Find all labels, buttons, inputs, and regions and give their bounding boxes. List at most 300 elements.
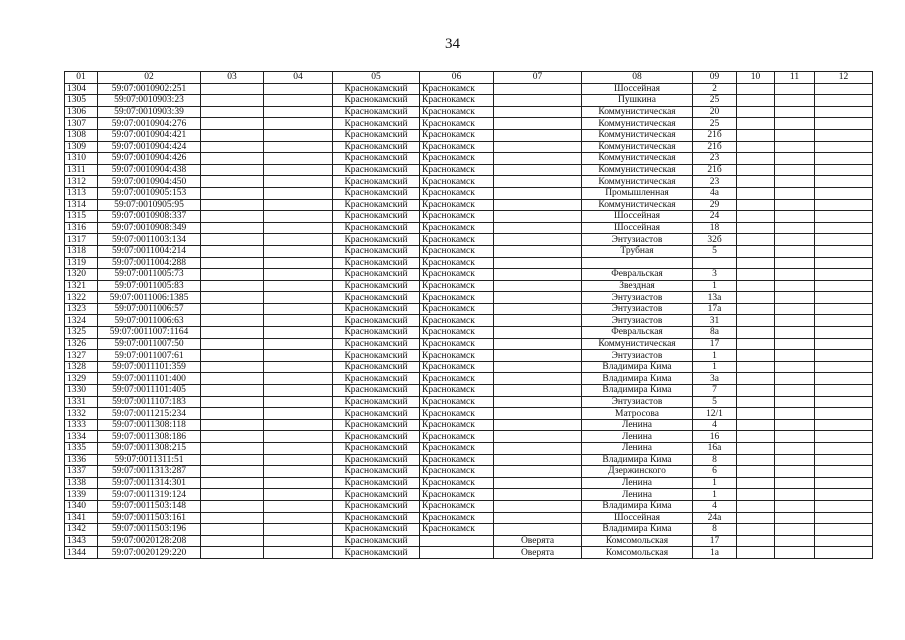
col-10-cell (737, 373, 775, 385)
street-cell: Шоссейная (582, 222, 693, 234)
cadastral-number-cell: 59:07:0011004:288 (98, 257, 201, 269)
col-04-cell (264, 466, 333, 478)
house-number-cell: 5 (693, 245, 737, 257)
col-12-cell (815, 327, 873, 339)
col-10-cell (737, 129, 775, 141)
cadastral-number-cell: 59:07:0010904:450 (98, 176, 201, 188)
col-10-cell (737, 106, 775, 118)
street-cell: Владимира Кима (582, 500, 693, 512)
table-row (65, 408, 873, 420)
col-03-cell (201, 500, 264, 512)
col-11-cell (775, 95, 815, 107)
col-04-cell (264, 385, 333, 397)
col-12-cell (815, 303, 873, 315)
village-cell (494, 524, 582, 536)
house-number-cell: 12/1 (693, 408, 737, 420)
district-cell: Краснокамский (333, 280, 420, 292)
col-10-cell (737, 443, 775, 455)
table-row (65, 141, 873, 153)
table-row (65, 350, 873, 362)
col-10-cell (737, 95, 775, 107)
city-cell: Краснокамск (420, 361, 494, 373)
col-11-cell (775, 83, 815, 95)
district-cell: Краснокамский (333, 443, 420, 455)
col-12-cell (815, 361, 873, 373)
street-cell: Энтузиастов (582, 396, 693, 408)
col-10-cell (737, 361, 775, 373)
district-cell: Краснокамский (333, 176, 420, 188)
registry-table (64, 71, 873, 559)
col-12-cell (815, 129, 873, 141)
col-11-cell (775, 547, 815, 559)
col-12-cell (815, 234, 873, 246)
col-03-cell (201, 535, 264, 547)
col-10-cell (737, 199, 775, 211)
col-04-cell (264, 234, 333, 246)
col-04-cell (264, 327, 333, 339)
street-cell: Трубная (582, 245, 693, 257)
column-header: 09 (693, 72, 737, 84)
row-number-cell: 1313 (65, 187, 98, 199)
col-04-cell (264, 176, 333, 188)
city-cell: Краснокамск (420, 211, 494, 223)
row-number-cell: 1343 (65, 535, 98, 547)
cadastral-number-cell: 59:07:0011006:1385 (98, 292, 201, 304)
house-number-cell (693, 257, 737, 269)
cadastral-number-cell: 59:07:0011107:183 (98, 396, 201, 408)
col-03-cell (201, 257, 264, 269)
table-row (65, 303, 873, 315)
column-header: 07 (494, 72, 582, 84)
col-12-cell (815, 164, 873, 176)
col-12-cell (815, 199, 873, 211)
table-row (65, 500, 873, 512)
col-04-cell (264, 547, 333, 559)
village-cell (494, 303, 582, 315)
col-10-cell (737, 489, 775, 501)
column-header: 03 (201, 72, 264, 84)
col-11-cell (775, 385, 815, 397)
table-row (65, 245, 873, 257)
street-cell: Коммунистическая (582, 129, 693, 141)
city-cell: Краснокамск (420, 385, 494, 397)
col-03-cell (201, 431, 264, 443)
col-12-cell (815, 211, 873, 223)
village-cell (494, 153, 582, 165)
col-12-cell (815, 315, 873, 327)
table-row (65, 292, 873, 304)
house-number-cell: 23 (693, 153, 737, 165)
cadastral-number-cell: 59:07:0011311:51 (98, 454, 201, 466)
col-10-cell (737, 257, 775, 269)
city-cell: Краснокамск (420, 524, 494, 536)
col-12-cell (815, 547, 873, 559)
col-10-cell (737, 408, 775, 420)
district-cell: Краснокамский (333, 408, 420, 420)
house-number-cell: 6 (693, 466, 737, 478)
col-12-cell (815, 385, 873, 397)
city-cell: Краснокамск (420, 292, 494, 304)
col-12-cell (815, 454, 873, 466)
house-number-cell: 2 (693, 83, 737, 95)
row-number-cell: 1319 (65, 257, 98, 269)
row-number-cell: 1312 (65, 176, 98, 188)
village-cell (494, 257, 582, 269)
col-11-cell (775, 245, 815, 257)
house-number-cell: 32б (693, 234, 737, 246)
col-03-cell (201, 95, 264, 107)
district-cell: Краснокамский (333, 338, 420, 350)
col-11-cell (775, 141, 815, 153)
column-header: 12 (815, 72, 873, 84)
col-12-cell (815, 222, 873, 234)
cadastral-number-cell: 59:07:0011308:186 (98, 431, 201, 443)
district-cell: Краснокамский (333, 466, 420, 478)
city-cell: Краснокамск (420, 454, 494, 466)
col-04-cell (264, 164, 333, 176)
street-cell: Шоссейная (582, 512, 693, 524)
house-number-cell: 16 (693, 431, 737, 443)
district-cell: Краснокамский (333, 373, 420, 385)
col-04-cell (264, 454, 333, 466)
street-cell: Комсомольская (582, 547, 693, 559)
row-number-cell: 1323 (65, 303, 98, 315)
cadastral-number-cell: 59:07:0010904:426 (98, 153, 201, 165)
house-number-cell: 4а (693, 187, 737, 199)
cadastral-number-cell: 59:07:0010902:251 (98, 83, 201, 95)
house-number-cell: 1 (693, 350, 737, 362)
col-03-cell (201, 211, 264, 223)
city-cell: Краснокамск (420, 176, 494, 188)
col-04-cell (264, 419, 333, 431)
col-10-cell (737, 466, 775, 478)
table-row (65, 512, 873, 524)
street-cell: Коммунистическая (582, 118, 693, 130)
row-number-cell: 1331 (65, 396, 98, 408)
col-03-cell (201, 466, 264, 478)
house-number-cell: 21б (693, 164, 737, 176)
table-row (65, 95, 873, 107)
city-cell: Краснокамск (420, 327, 494, 339)
row-number-cell: 1339 (65, 489, 98, 501)
col-03-cell (201, 408, 264, 420)
col-10-cell (737, 245, 775, 257)
col-11-cell (775, 257, 815, 269)
district-cell: Краснокамский (333, 489, 420, 501)
cadastral-number-cell: 59:07:0011215:234 (98, 408, 201, 420)
district-cell: Краснокамский (333, 524, 420, 536)
village-cell (494, 419, 582, 431)
col-11-cell (775, 187, 815, 199)
city-cell: Краснокамск (420, 106, 494, 118)
col-11-cell (775, 292, 815, 304)
city-cell: Краснокамск (420, 280, 494, 292)
col-12-cell (815, 292, 873, 304)
col-04-cell (264, 315, 333, 327)
street-cell: Промышленная (582, 187, 693, 199)
row-number-cell: 1336 (65, 454, 98, 466)
col-04-cell (264, 106, 333, 118)
col-12-cell (815, 431, 873, 443)
cadastral-number-cell: 59:07:0011004:214 (98, 245, 201, 257)
col-04-cell (264, 257, 333, 269)
street-cell: Февральская (582, 269, 693, 281)
table-row (65, 222, 873, 234)
col-12-cell (815, 477, 873, 489)
col-12-cell (815, 373, 873, 385)
table-row (65, 535, 873, 547)
village-cell (494, 222, 582, 234)
col-12-cell (815, 512, 873, 524)
col-04-cell (264, 408, 333, 420)
street-cell: Матросова (582, 408, 693, 420)
col-10-cell (737, 524, 775, 536)
district-cell: Краснокамский (333, 350, 420, 362)
row-number-cell: 1328 (65, 361, 98, 373)
col-10-cell (737, 176, 775, 188)
house-number-cell: 18 (693, 222, 737, 234)
cadastral-number-cell: 59:07:0011313:287 (98, 466, 201, 478)
table-row (65, 396, 873, 408)
col-10-cell (737, 350, 775, 362)
col-12-cell (815, 141, 873, 153)
col-12-cell (815, 257, 873, 269)
col-11-cell (775, 338, 815, 350)
col-03-cell (201, 153, 264, 165)
col-11-cell (775, 176, 815, 188)
cadastral-number-cell: 59:07:0010908:349 (98, 222, 201, 234)
village-cell (494, 129, 582, 141)
village-cell (494, 95, 582, 107)
cadastral-number-cell: 59:07:0011007:61 (98, 350, 201, 362)
col-11-cell (775, 454, 815, 466)
row-number-cell: 1307 (65, 118, 98, 130)
street-cell: Энтузиастов (582, 303, 693, 315)
table-row (65, 187, 873, 199)
district-cell: Краснокамский (333, 419, 420, 431)
col-11-cell (775, 512, 815, 524)
table-row (65, 176, 873, 188)
district-cell: Краснокамский (333, 269, 420, 281)
city-cell: Краснокамск (420, 373, 494, 385)
col-12-cell (815, 118, 873, 130)
col-11-cell (775, 315, 815, 327)
row-number-cell: 1308 (65, 129, 98, 141)
col-11-cell (775, 443, 815, 455)
district-cell: Краснокамский (333, 303, 420, 315)
city-cell: Краснокамск (420, 141, 494, 153)
house-number-cell: 7 (693, 385, 737, 397)
house-number-cell: 5 (693, 396, 737, 408)
village-cell (494, 118, 582, 130)
street-cell: Коммунистическая (582, 176, 693, 188)
street-cell: Владимира Кима (582, 524, 693, 536)
cadastral-number-cell: 59:07:0010904:424 (98, 141, 201, 153)
col-10-cell (737, 419, 775, 431)
col-03-cell (201, 547, 264, 559)
cadastral-number-cell: 59:07:0011007:50 (98, 338, 201, 350)
cadastral-number-cell: 59:07:0011314:301 (98, 477, 201, 489)
city-cell (420, 535, 494, 547)
district-cell: Краснокамский (333, 431, 420, 443)
col-03-cell (201, 338, 264, 350)
house-number-cell: 1 (693, 477, 737, 489)
col-11-cell (775, 129, 815, 141)
column-header: 08 (582, 72, 693, 84)
table-row (65, 327, 873, 339)
street-cell: Владимира Кима (582, 373, 693, 385)
col-10-cell (737, 431, 775, 443)
col-10-cell (737, 141, 775, 153)
row-number-cell: 1329 (65, 373, 98, 385)
column-header: 11 (775, 72, 815, 84)
col-10-cell (737, 535, 775, 547)
village-cell (494, 431, 582, 443)
col-11-cell (775, 280, 815, 292)
col-10-cell (737, 83, 775, 95)
column-header: 04 (264, 72, 333, 84)
village-cell (494, 466, 582, 478)
street-cell: Владимира Кима (582, 454, 693, 466)
col-12-cell (815, 176, 873, 188)
col-03-cell (201, 303, 264, 315)
col-04-cell (264, 269, 333, 281)
col-11-cell (775, 234, 815, 246)
col-10-cell (737, 164, 775, 176)
cadastral-number-cell: 59:07:0011006:63 (98, 315, 201, 327)
street-cell: Ленина (582, 489, 693, 501)
col-03-cell (201, 443, 264, 455)
city-cell: Краснокамск (420, 431, 494, 443)
city-cell: Краснокамск (420, 245, 494, 257)
table-row (65, 106, 873, 118)
col-03-cell (201, 187, 264, 199)
table-row (65, 315, 873, 327)
col-04-cell (264, 361, 333, 373)
house-number-cell: 29 (693, 199, 737, 211)
row-number-cell: 1321 (65, 280, 98, 292)
col-04-cell (264, 245, 333, 257)
row-number-cell: 1311 (65, 164, 98, 176)
col-11-cell (775, 500, 815, 512)
street-cell: Энтузиастов (582, 292, 693, 304)
city-cell (420, 547, 494, 559)
village-cell (494, 269, 582, 281)
village-cell: Оверята (494, 535, 582, 547)
city-cell: Краснокамск (420, 512, 494, 524)
district-cell: Краснокамский (333, 199, 420, 211)
village-cell (494, 315, 582, 327)
city-cell: Краснокамск (420, 164, 494, 176)
row-number-cell: 1335 (65, 443, 98, 455)
district-cell: Краснокамский (333, 106, 420, 118)
col-03-cell (201, 83, 264, 95)
col-12-cell (815, 408, 873, 420)
col-12-cell (815, 535, 873, 547)
col-12-cell (815, 280, 873, 292)
col-11-cell (775, 408, 815, 420)
cadastral-number-cell: 59:07:0011503:161 (98, 512, 201, 524)
house-number-cell: 25 (693, 95, 737, 107)
city-cell: Краснокамск (420, 443, 494, 455)
village-cell (494, 245, 582, 257)
house-number-cell: 21б (693, 141, 737, 153)
col-11-cell (775, 222, 815, 234)
village-cell (494, 489, 582, 501)
col-04-cell (264, 477, 333, 489)
city-cell: Краснокамск (420, 95, 494, 107)
district-cell: Краснокамский (333, 129, 420, 141)
col-04-cell (264, 396, 333, 408)
col-10-cell (737, 396, 775, 408)
house-number-cell: 25 (693, 118, 737, 130)
district-cell: Краснокамский (333, 257, 420, 269)
village-cell (494, 164, 582, 176)
village-cell (494, 83, 582, 95)
district-cell: Краснокамский (333, 396, 420, 408)
col-04-cell (264, 338, 333, 350)
city-cell: Краснокамск (420, 118, 494, 130)
col-03-cell (201, 419, 264, 431)
house-number-cell: 4 (693, 419, 737, 431)
street-cell: Энтузиастов (582, 315, 693, 327)
column-header: 10 (737, 72, 775, 84)
col-04-cell (264, 95, 333, 107)
col-11-cell (775, 106, 815, 118)
col-03-cell (201, 118, 264, 130)
street-cell: Ленина (582, 477, 693, 489)
col-11-cell (775, 118, 815, 130)
col-11-cell (775, 269, 815, 281)
district-cell: Краснокамский (333, 292, 420, 304)
cadastral-number-cell: 59:07:0020128:208 (98, 535, 201, 547)
row-number-cell: 1304 (65, 83, 98, 95)
table-row (65, 547, 873, 559)
row-number-cell: 1309 (65, 141, 98, 153)
col-12-cell (815, 106, 873, 118)
table-row (65, 477, 873, 489)
col-11-cell (775, 373, 815, 385)
cadastral-number-cell: 59:07:0011005:73 (98, 269, 201, 281)
col-11-cell (775, 419, 815, 431)
column-header: 01 (65, 72, 98, 84)
row-number-cell: 1305 (65, 95, 98, 107)
row-number-cell: 1332 (65, 408, 98, 420)
table-row (65, 431, 873, 443)
col-04-cell (264, 187, 333, 199)
col-04-cell (264, 211, 333, 223)
col-11-cell (775, 327, 815, 339)
col-12-cell (815, 245, 873, 257)
house-number-cell: 17а (693, 303, 737, 315)
district-cell: Краснокамский (333, 385, 420, 397)
col-04-cell (264, 292, 333, 304)
col-03-cell (201, 106, 264, 118)
column-header: 06 (420, 72, 494, 84)
house-number-cell: 13а (693, 292, 737, 304)
col-12-cell (815, 524, 873, 536)
street-cell: Коммунистическая (582, 106, 693, 118)
col-04-cell (264, 141, 333, 153)
col-03-cell (201, 245, 264, 257)
col-03-cell (201, 385, 264, 397)
col-12-cell (815, 338, 873, 350)
col-12-cell (815, 83, 873, 95)
house-number-cell: 4 (693, 500, 737, 512)
table-row (65, 199, 873, 211)
street-cell: Коммунистическая (582, 141, 693, 153)
street-cell: Владимира Кима (582, 385, 693, 397)
